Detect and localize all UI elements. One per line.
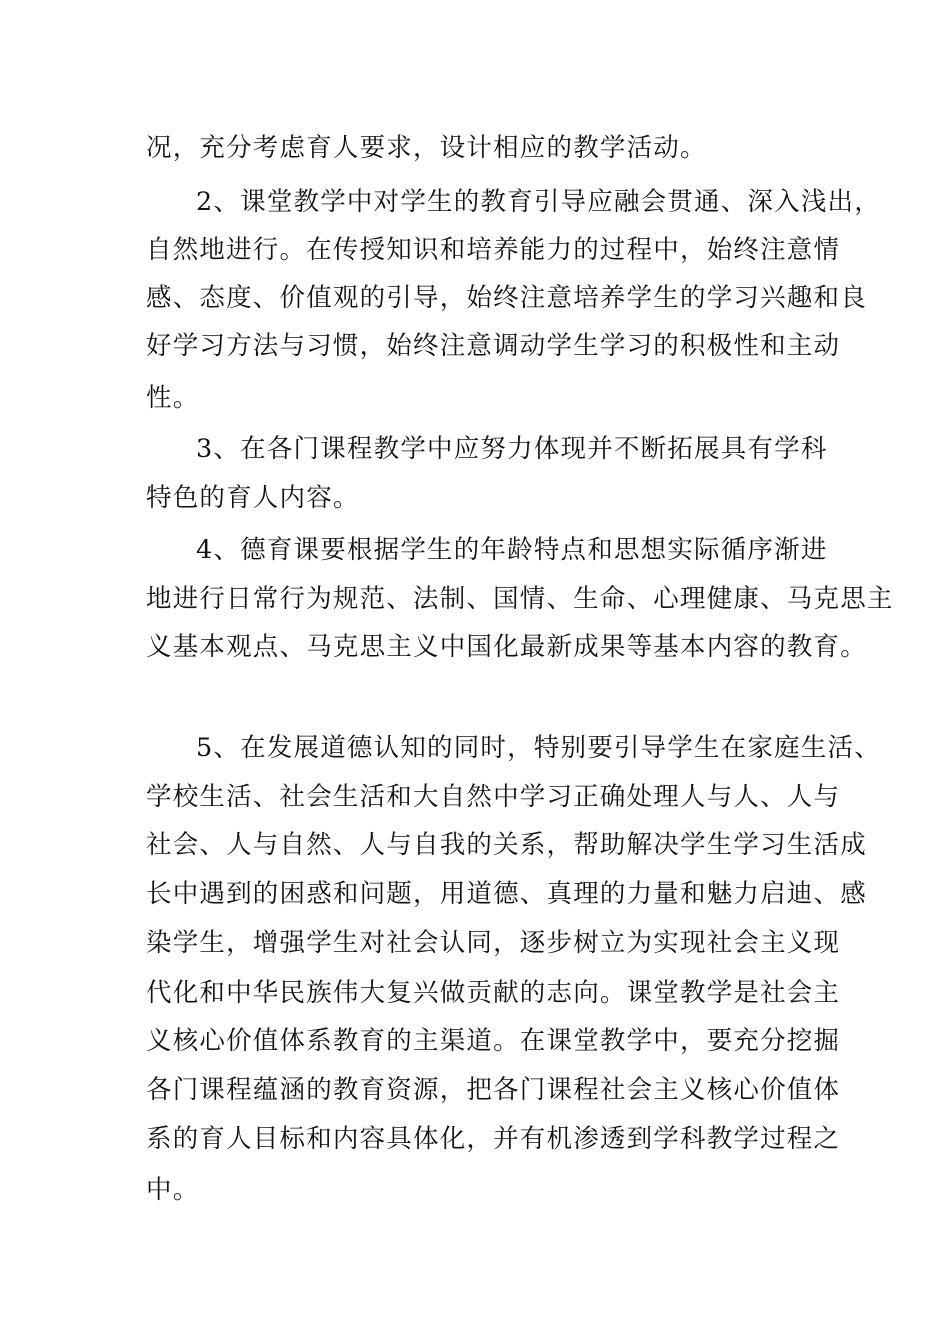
text-line: 2、课堂教学中对学生的教育引导应融会贯通、深入浅出， xyxy=(196,187,881,217)
text-line: 好学习方法与习惯，始终注意调动学生学习的积极性和主动 xyxy=(146,331,841,361)
text-line: 性。 xyxy=(146,383,200,413)
text-line: 3、在各门课程教学中应努力体现并不断拓展具有学科 xyxy=(196,434,828,464)
text-line: 系的育人目标和内容具体化，并有机渗透到学科教学过程之 xyxy=(146,1124,841,1154)
text-line: 社会、人与自然、人与自我的关系，帮助解决学生学习生活成 xyxy=(146,830,867,860)
text-line: 染学生，增强学生对社会认同，逐步树立为实现社会主义现 xyxy=(146,928,841,958)
text-line: 学校生活、社会生活和大自然中学习正确处理人与人、人与 xyxy=(146,782,841,812)
text-line: 5、在发展道德认知的同时，特别要引导学生在家庭生活、 xyxy=(196,733,881,763)
text-line: 自然地进行。在传授知识和培养能力的过程中，始终注意情 xyxy=(146,235,841,265)
text-line: 中。 xyxy=(146,1175,200,1205)
text-line: 况，充分考虑育人要求，设计相应的教学活动。 xyxy=(146,133,707,163)
text-line: 各门课程蕴涵的教育资源，把各门课程社会主义核心价值体 xyxy=(146,1075,841,1105)
text-line: 长中遇到的困惑和问题，用道德、真理的力量和魅力启迪、感 xyxy=(146,879,867,909)
text-line: 义基本观点、马克思主义中国化最新成果等基本内容的教育。 xyxy=(146,632,867,662)
text-line: 代化和中华民族伟大复兴做贡献的志向。课堂教学是社会主 xyxy=(146,978,841,1008)
text-line: 特色的育人内容。 xyxy=(146,483,360,513)
text-line: 地进行日常行为规范、法制、国情、生命、心理健康、马克思主 xyxy=(146,584,894,614)
text-line: 感、态度、价值观的引导，始终注意培养学生的学习兴趣和良 xyxy=(146,283,867,313)
text-line: 义核心价值体系教育的主渠道。在课堂教学中，要充分挖掘 xyxy=(146,1026,841,1056)
text-line: 4、德育课要根据学生的年龄特点和思想实际循序渐进 xyxy=(196,535,828,565)
